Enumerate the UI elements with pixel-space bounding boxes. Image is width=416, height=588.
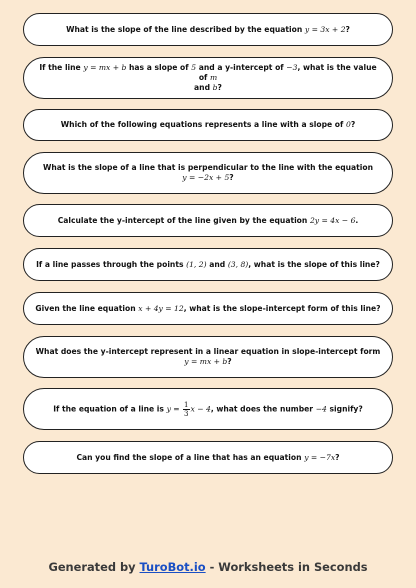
question-text: ? [229,173,234,182]
question-text: If the equation of a line is [53,404,167,413]
footer [0,560,416,574]
math-expression: m [209,73,218,82]
math-expression: 2y = 4x − 6 [309,215,356,225]
question-card-4 [23,152,393,194]
footer-suffix: - Worksheets in Seconds [205,560,368,574]
question-text: , what is the slope-intercept form of this line? [183,303,381,313]
question-text: ? [217,83,222,92]
question-text: What is the slope of the line described by the equation [66,24,305,34]
question-text: and [206,259,228,269]
question-text: and [194,83,213,92]
math-expression: 5 [191,63,197,72]
question-text: If a line passes through the points [36,259,187,269]
question-card-10 [23,441,393,474]
math-expression: (1, 2) [186,259,207,269]
turobot-link[interactable]: TuroBot.io [139,560,206,574]
fraction [183,401,189,418]
question-text: and a y-intercept of [196,63,287,72]
question-text: signify? [326,404,363,413]
question-text: Calculate the y-intercept of the line given by the equation [57,215,310,225]
question-text: ? [345,24,350,34]
math-expression: y = 3x + 2 [304,24,346,34]
fraction-denominator: 3 [184,409,189,418]
math-expression: y = −2x + 5 [182,173,230,182]
math-expression: x + 4y = 12 [138,303,184,313]
question-card-3 [23,109,393,141]
question-text: What does the y-intercept represent in a linear equation in slope-intercept form [35,347,381,356]
question-text: has a slope of [126,63,192,72]
question-card-9 [23,388,393,430]
question-text: Can you find the slope of a line that has an equation [76,452,305,462]
question-card-5 [23,204,393,237]
math-expression: y = [166,404,183,413]
math-expression: −4 [315,404,327,413]
footer-prefix: Generated by [48,560,140,574]
math-expression: −3 [286,63,298,72]
math-expression: (3, 8) [227,259,249,269]
question-text: , what does the number [210,404,316,413]
fraction-numerator: 1 [184,400,189,409]
question-card-6 [23,248,393,281]
question-text: Which of the following equations represents a line with a slope of [60,120,346,129]
question-text: ? [335,452,340,462]
question-text: Given the line equation [35,303,139,313]
math-expression: b [212,83,218,92]
math-expression: x − 4 [190,404,211,413]
question-card-1 [23,13,393,46]
question-card-8 [23,336,393,378]
question-text: If the line [39,63,84,72]
math-expression: y = mx + b [184,357,228,366]
question-text: ? [227,357,232,366]
question-card-7 [23,292,393,325]
question-text: , what is the value of [198,63,377,82]
math-expression: 0 [345,120,351,129]
question-text: , what is the slope of this line? [248,259,380,269]
math-expression: y = mx + b [83,63,127,72]
question-card-2 [23,57,393,99]
question-text: . [355,215,359,225]
math-expression: y = −7x [304,452,336,462]
question-text: What is the slope of a line that is perpendicular to the line with the equation [42,163,374,172]
question-text: ? [350,120,356,129]
